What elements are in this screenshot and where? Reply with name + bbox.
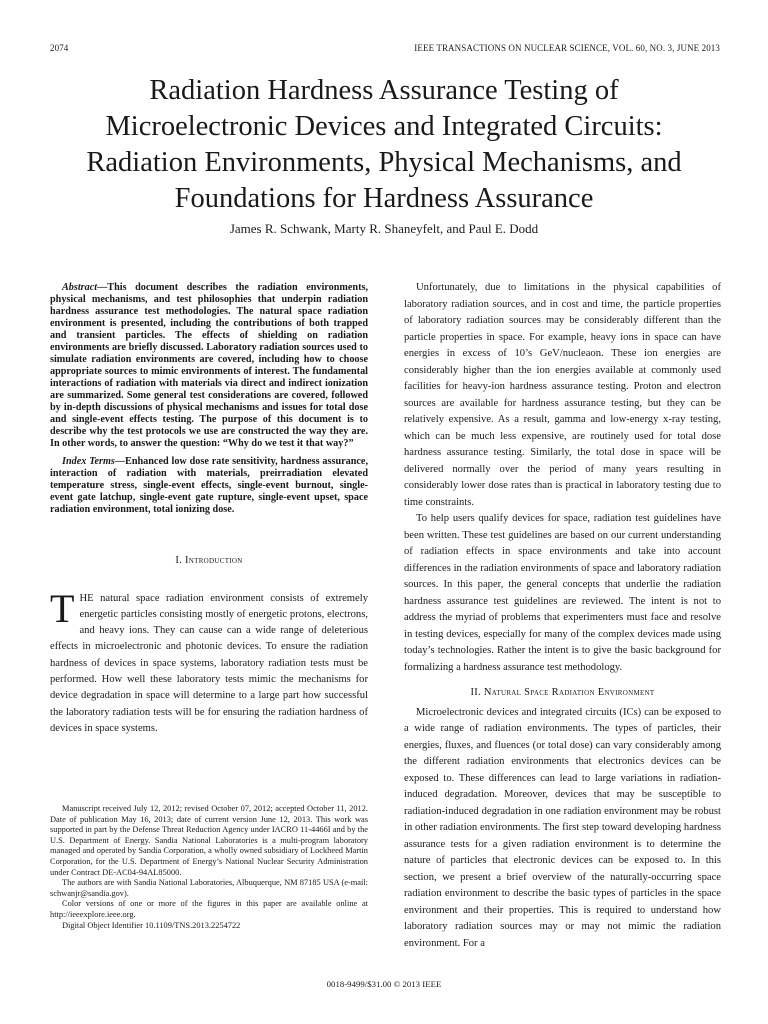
abstract [50, 282, 368, 450]
index-terms [50, 456, 368, 516]
footnote-manuscript: Manuscript received July 12, 2012; revised October 07, 2012; accepted October 11, 2012. Date of publication May 16, 2013; date of current version June 12, 2013. This work was supported in part by the Defense Threat Reduction Agency under IACRO 11-4466I and by the U.S. Department of Energy. Sandia National Laboratories is a multi-program laboratory managed and operated by Sandia Corporation, a wholly owned subsidiary of Lockheed Martin Corporation, for the U.S. Department of Energy’s National Nuclear Security Administration under Contract DE-AC04-94AL85000. [50, 804, 368, 877]
paper-title [40, 73, 728, 217]
footnote-doi: Digital Object Identifier 10.1109/TNS.2013.2254722 [62, 920, 241, 930]
body-paragraph: To help users qualify devices for space, radiation test guidelines have been written. These test guidelines are based on our current understanding of radiation effects in space environments and take into account differences in the radiation environments of space and laboratory radiation sources. In this paper, the general concepts that underlie the radiation hardness assurance test guidelines are reviewed. The intent is not to address the myriad of problems that experimenters must face and resolve in testing devices, especially for many of the complex devices made using today’s technologies. Rather the intent is to give the basic background for formalizing a hardness assurance test methodology. [404, 513, 721, 673]
introduction-text: HE natural space radiation environment consists of extremely energetic particles consisting mostly of energetic protons, electrons, and heavy ions. They can cause can a wide range of deleterious effects in microelectronic and photonic devices. To ensure the radiation hardness of devices in space systems, laboratory radiation tests must be performed. How well these laboratory tests mimic the mechanisms for device degradation in space will determine to a large part how successful the laboratory radiation tests will be for ensuring the radiation hardness of devices in space systems. [50, 592, 368, 734]
footnote-color-versions: Color versions of one or more of the figures in this paper are available online at http://ieeexplore.ieee.org. [50, 899, 368, 919]
abstract-lead: Abstract [62, 282, 98, 293]
body-paragraph: Microelectronic devices and integrated circuits (ICs) can be exposed to a wide range of radiation environments. The types of particles, their energies, fluxes, and fluences (or total dose) can vary considerably among the different radiation environments that electronics devices can be exposed to. These differences can lead to large variations in radiation-induced degradation. Moreover, devices that may be susceptible to radiation-induced degradation in one radiation environment may be robust in other radiation environments. The first step toward developing hardness assurance tests for a given radiation environment is to determine the nature of particles that electronic devices can be exposed to. In this section, we present a brief overview of the naturally-occurring space radiation environment to describe the basic types of particles in the space environment and their properties. This is required to understand how laboratory radiation sources may or may not mimic the radiation environment. For a [404, 706, 721, 949]
journal-name: IEEE TRANSACTIONS ON NUCLEAR SCIENCE, VOL. 60, NO. 3, JUNE 2013 [414, 43, 720, 53]
section-heading-introduction: I. Introduction [175, 555, 243, 566]
right-column [404, 280, 721, 952]
index-terms-lead: Index Terms [62, 456, 115, 467]
body-paragraph: Unfortunately, due to limitations in the physical capabilities of laboratory radiation sources, and in cost and time, the particle properties of laboratory radiation sources may be considerably different than the particle properties in space. For example, heavy ions in space can have energies in excess of 10’s GeV/nucleaon. These ion energies are considerably higher than the ion energies available at commonly used facilities for heavy-ion hardness assurance testing. Proton and electron sources are available for hardness assurance testing, but they can be relatively expensive. As a result, gamma and low-energy x-ray testing, which can be much less expensive, are routinely used for total dose hardness assurance testing. Similarly, the total dose in space will be delivered normally over the period of many years resulting in considerably lower dose rates than is practical in laboratory testing due to time constraints. [404, 282, 721, 508]
index-terms-text: —Enhanced low dose rate sensitivity, hardness assurance, interaction of radiation with materials, preirradiation elevated temperature stress, single-event effects, single-event burnout, single-event gate latchup, single-event gate rupture, single-event upset, space radiation environment, total ionizing dose. [50, 456, 368, 515]
introduction-paragraph [50, 585, 368, 738]
section-heading-environment: II. Natural Space Radiation Environment [470, 687, 655, 698]
left-column [50, 282, 368, 737]
footnote-affiliation: The authors are with Sandia National Laboratories, Albuquerque, NM 87185 USA (e-mail: schwanjr@sandia.gov). [50, 878, 368, 898]
title-line: Foundations for Hardness Assurance [174, 183, 594, 214]
drop-cap: T [50, 585, 75, 631]
title-line: Radiation Environments, Physical Mechanisms, and [86, 147, 682, 178]
abstract-text: —This document describes the radiation environments, physical mechanisms, and test philosophies that underpin radiation hardness assurance test methodologies. The natural space radiation environment is presented, including the contributions of both trapped and transient particles. The effects of shielding on radiation environments are briefly discussed. Laboratory radiation sources used to simulate radiation environments are covered, including how to choose appropriate sources to mimic environments of interest. The fundamental interactions of radiation with materials via direct and indirect ionization are summarized. Some general test considerations are covered, followed by in-depth discussions of physical mechanisms and issues for total dose and single-event effects testing. The purpose of this document is to describe why the test protocols we use are constructed the way they are. In other words, to answer the question: “Why do we test it that way?” [50, 282, 368, 449]
author-list: James R. Schwank, Marty R. Shaneyfelt, and Paul E. Dodd [229, 221, 539, 236]
title-line: Radiation Hardness Assurance Testing of [149, 75, 619, 106]
footnote-block [50, 804, 368, 931]
title-line: Microelectronic Devices and Integrated Circuits: [105, 111, 663, 142]
copyright-footer: 0018-9499/$31.00 © 2013 IEEE [326, 979, 442, 989]
page-number: 2074 [50, 43, 69, 53]
